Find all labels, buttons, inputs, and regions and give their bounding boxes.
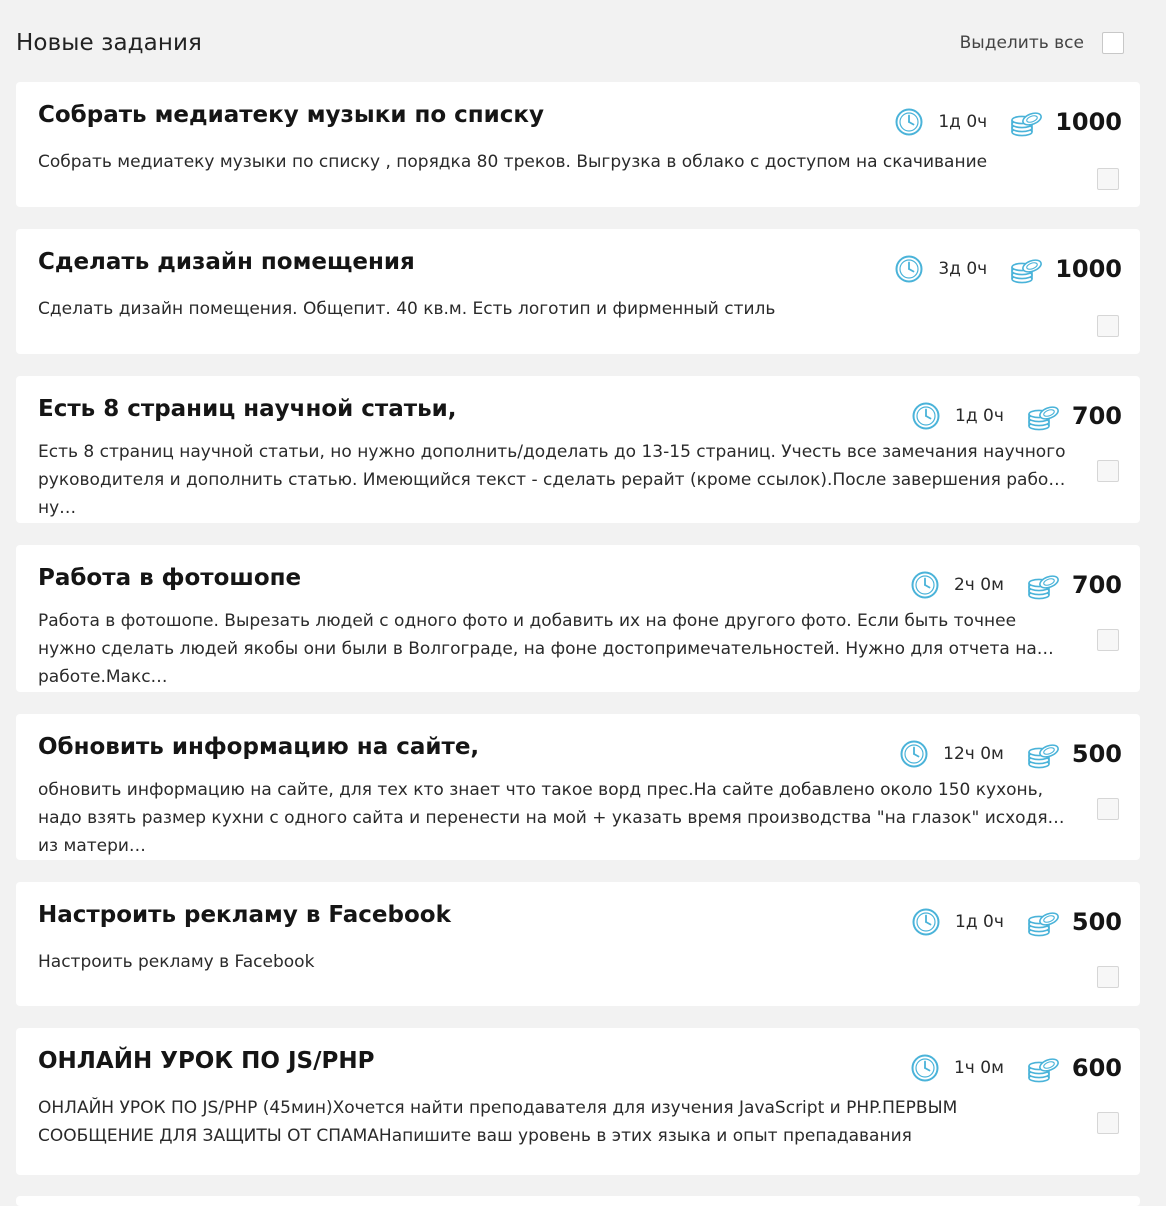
task-description: Есть 8 страниц научной статьи, но нужно дополнить/доделать до 13-15 страниц. Учесть все замечания научного руководителя и дополнить статью. Имеющийся текст - сделать рерайт (кроме ссылок).После завершения работы ну… [38,442,1072,518]
task-title[interactable]: Собрать медиатеку музыки по списку [38,102,545,128]
task-title[interactable]: Обновить информацию на сайте, [38,734,480,760]
task-price: 500 [1071,740,1122,768]
task-checkbox[interactable] [1097,798,1119,820]
clock-icon [911,401,941,431]
task-card[interactable] [16,882,1140,1006]
task-duration: 1ч 0м [953,1058,1004,1078]
coins-icon [1009,106,1045,138]
task-meta [899,734,1122,774]
page-title: Новые задания [16,30,202,56]
task-card[interactable] [16,1028,1140,1175]
task-title[interactable]: Есть 8 страниц научной статьи, [38,396,457,422]
task-duration: 1д 0ч [938,112,988,132]
coins-icon [1009,253,1045,285]
task-meta [910,1048,1122,1088]
task-price: 1000 [1055,108,1122,136]
task-meta [894,102,1122,142]
task-duration: 1д 0ч [955,912,1004,932]
select-all-control[interactable] [960,32,1124,54]
task-checkbox[interactable] [1097,460,1119,482]
coins-icon [1026,569,1062,601]
clock-icon [910,570,940,600]
task-meta [910,565,1122,605]
task-checkbox[interactable] [1097,629,1119,651]
coins-icon [1026,1052,1062,1084]
task-card[interactable] [16,376,1140,523]
next-task-card-edge [16,1196,1140,1206]
coins-icon [1026,906,1062,938]
clock-icon [894,107,924,137]
task-description: Собрать медиатеку музыки по списку , порядка 80 треков. Выгрузка в облако с доступом на скачивание [38,152,988,172]
task-title[interactable]: ОНЛАЙН УРОК ПО JS/PHP [38,1048,375,1074]
task-checkbox[interactable] [1097,315,1119,337]
task-price: 600 [1071,1054,1122,1082]
task-checkbox[interactable] [1097,966,1119,988]
task-checkbox[interactable] [1097,1112,1119,1134]
clock-icon [911,907,941,937]
select-all-checkbox[interactable] [1102,32,1124,54]
select-all-label[interactable]: Выделить все [959,33,1084,53]
task-price: 1000 [1055,255,1122,283]
clock-icon [899,739,929,769]
task-card[interactable] [16,714,1140,860]
page-header [16,28,1124,64]
task-meta [911,902,1122,942]
clock-icon [894,254,924,284]
task-price: 700 [1071,571,1122,599]
coins-icon [1026,738,1062,770]
task-description: обновить информацию на сайте, для тех кто знает что такое ворд прес.На сайте добавлено около 150 кухонь, надо взять размер кухни с одного сайта и перенести на мой + указать время производства "на глазок" исходя из матери… [38,780,1048,856]
task-price: 700 [1071,402,1122,430]
task-title[interactable]: Сделать дизайн помещения [38,249,415,275]
task-card[interactable] [16,82,1140,207]
clock-icon [910,1053,940,1083]
task-card[interactable] [16,229,1140,354]
task-card[interactable] [16,545,1140,692]
task-duration: 3д 0ч [938,259,988,279]
coins-icon [1026,400,1062,432]
task-description: ОНЛАЙН УРОК ПО JS/PHP (45мин)Хочется найти преподавателя для изучения JavaScript и PHP.ПЕРВЫМ СООБЩЕНИЕ ДЛЯ ЗАЩИТЫ ОТ СПАМАНапишите ваш уровень в этих языка и опыт препадавания [38,1098,958,1146]
task-duration: 1д 0ч [955,406,1004,426]
task-duration: 2ч 0м [953,575,1004,595]
task-title[interactable]: Работа в фотошопе [38,565,302,591]
task-meta [911,396,1122,436]
task-checkbox[interactable] [1097,168,1119,190]
task-price: 500 [1071,908,1122,936]
task-duration: 12ч 0м [943,744,1004,764]
task-description: Настроить рекламу в Facebook [38,952,315,972]
task-meta [894,249,1122,289]
task-description: Сделать дизайн помещения. Общепит. 40 кв.м. Есть логотип и фирменный стиль [38,299,776,319]
task-title[interactable]: Настроить рекламу в Facebook [38,902,451,928]
task-description: Работа в фотошопе. Вырезать людей с одного фото и добавить их на фоне другого фото. Если быть точнее нужно сделать людей якобы они были в Волгограде, на фоне достопримечательностей. Нужно для отчета на работе.Макс… [38,611,1037,687]
